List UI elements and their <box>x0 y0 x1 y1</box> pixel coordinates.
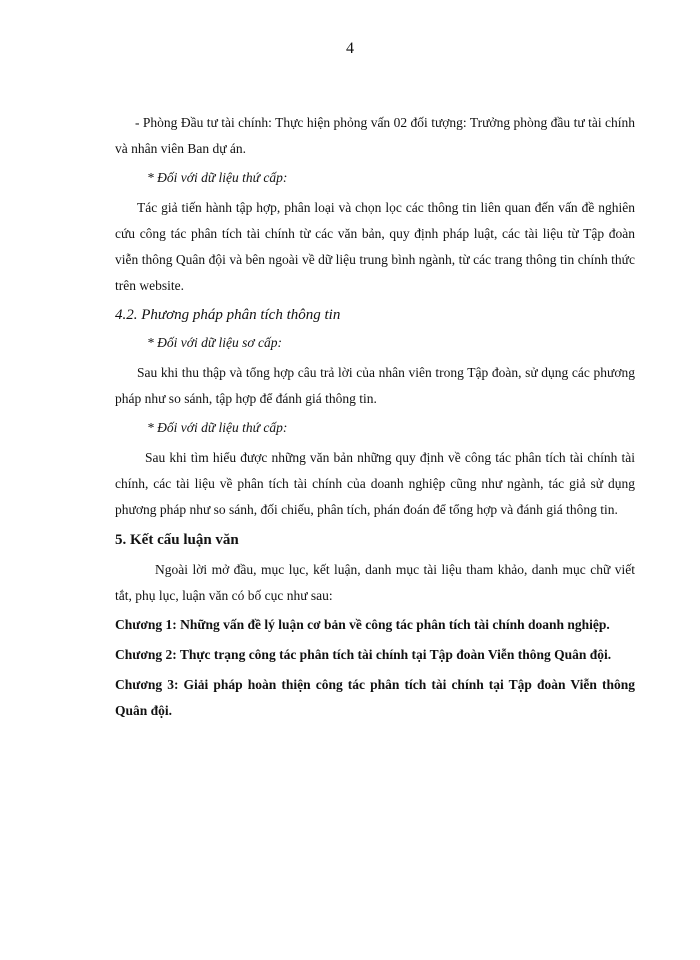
paragraph-finance-department: - Phòng Đầu tư tài chính: Thực hiện phỏng vấn 02 đối tượng: Trưởng phòng đầu tư tài chính và nhân viên Ban dự án. <box>115 115 635 156</box>
chapter-2-item: Chương 2: Thực trạng công tác phân tích tài chính tại Tập đoàn Viễn thông Quân đội. <box>115 647 612 662</box>
section-heading-4-2: 4.2. Phương pháp phân tích thông tin <box>115 307 341 323</box>
note-primary-data: * Đối với dữ liệu sơ cấp: <box>147 335 282 350</box>
document-body <box>115 110 635 728</box>
page-number: 4 <box>346 40 354 57</box>
paragraph-data-collection: Tác giả tiến hành tập hợp, phân loại và chọn lọc các thông tin liên quan đến vấn đề nghiên cứu công tác phân tích tài chính từ các văn bản, quy định pháp luật, các tài liệu từ Tập đoàn viễn thông Quân đội và bên ngoài về dữ liệu trung bình ngành, từ các trang thông tin chính thức trên website. <box>115 200 635 293</box>
paragraph-structure-intro: Ngoài lời mở đầu, mục lục, kết luận, danh mục tài liệu tham khảo, danh mục chữ viết tắt, phụ lục, luận văn có bố cục như sau: <box>115 562 635 603</box>
paragraph-secondary-analysis: Sau khi tìm hiểu được những văn bản những quy định về công tác phân tích tài chính tài chính, các tài liệu về phân tích tài chính của doanh nghiệp cũng như ngành, tác giả sử dụng phương pháp như so sánh, đối chiếu, phân tích, phán đoán để tổng hợp và đánh giá thông tin. <box>115 450 635 517</box>
chapter-1-item: Chương 1: Những vấn đề lý luận cơ bản về công tác phân tích tài chính doanh nghiệp. <box>115 617 610 632</box>
chapter-3-item: Chương 3: Giải pháp hoàn thiện công tác phân tích tài chính tại Tập đoàn Viễn thông Quân đội. <box>115 677 635 718</box>
section-heading-5: 5. Kết cấu luận văn <box>115 532 239 548</box>
paragraph-primary-analysis: Sau khi thu thập và tổng hợp câu trả lời của nhân viên trong Tập đoàn, sử dụng các phương pháp như so sánh, tập hợp để đánh giá thông tin. <box>115 365 635 406</box>
note-secondary-data: * Đối với dữ liệu thứ cấp: <box>147 170 288 185</box>
note-secondary-data-2: * Đối với dữ liệu thứ cấp: <box>147 420 288 435</box>
